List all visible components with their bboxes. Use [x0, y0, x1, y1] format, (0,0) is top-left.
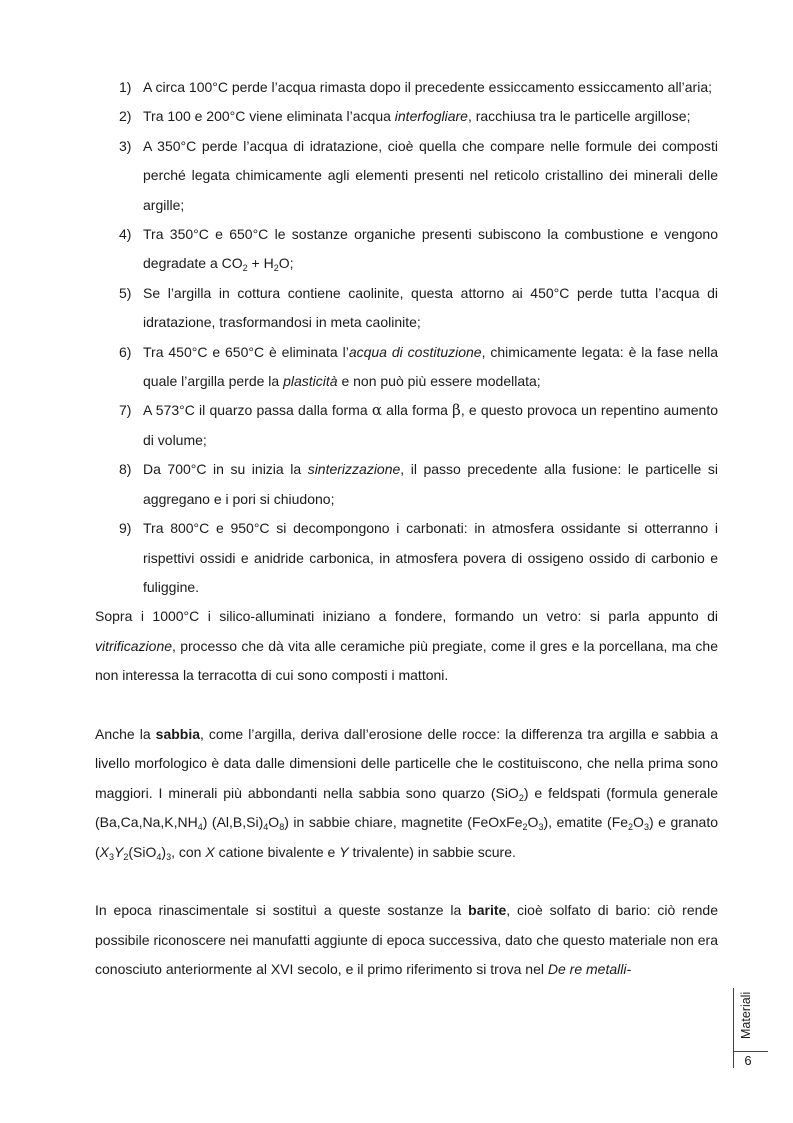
section-label: Materiali [739, 991, 753, 1039]
list-number: 1) [119, 79, 132, 95]
list-item: 3) A 350°C perde l’acqua di idratazione, cioè quella che compare nelle formule dei composti perché legata chimicamente agli elementi presenti nel reticolo cristallino dei minerali delle argille; [95, 132, 718, 220]
list-number: 5) [119, 284, 132, 301]
page-body [95, 73, 718, 985]
list-item: 7) A 573°C il quarzo passa dalla forma α alla forma β, e questo provoca un repentino aumento di volume; [95, 396, 718, 455]
beta-symbol: β [452, 401, 461, 420]
firing-stages-list [95, 73, 718, 602]
list-item: 2) Tra 100 e 200°C viene eliminata l’acqua interfogliare, racchiusa tra le particelle argillose; [95, 102, 718, 131]
page-number: 6 [744, 1053, 752, 1068]
list-item: 4) Tra 350°C e 650°C le sostanze organiche presenti subiscono la combustione e vengono degradate a $CO_2 + H_2O$; [95, 220, 718, 279]
list-number: 3) [119, 137, 132, 154]
list-item: 6) Tra 450°C e 650°C è eliminata l’acqua di costituzione, chimicamente legata: è la fase nella quale l’argilla perde la plasticità e non può più essere modellata; [95, 338, 718, 397]
list-item: 9) Tra 800°C e 950°C si decompongono i carbonati: in atmosfera ossidante si otterranno i rispettivi ossidi e anidride carbonica, in atmosfera povera di ossigeno ossido di carbonio e fuliggine. [95, 514, 718, 602]
barite-paragraph: In epoca rinascimentale si sostituì a queste sostanze la barite, cioè solfato di bario: ciò rende possibile riconoscere nei manufatti aggiunte di epoca successiva, dato che questo materiale non era conosciuto anteriormente al XVI secolo, e il primo riferimento si trova nel De re metalli- [95, 902, 718, 978]
alpha-symbol: α [371, 401, 382, 420]
footer-horizontal-rule [733, 1051, 768, 1052]
list-number: 6) [119, 343, 132, 360]
list-item: 1) A circa 100°C perde l’acqua rimasta dopo il precedente essiccamento essiccamento all’aria; [95, 73, 718, 102]
vitrification-paragraph: Sopra i 1000°C i silico-alluminati iniziano a fondere, formando un vetro: si parla appunto di vitrificazione, processo che dà vita alle ceramiche più pregiate, come il gres e la porcellana, ma che non interessa la terracotta di cui sono composti i mattoni. [95, 608, 718, 684]
list-item: 8) Da 700°C in su inizia la sinterizzazione, il passo precedente alla fusione: le particelle si aggregano e i pori si chiudono; [95, 455, 718, 514]
list-number: 8) [119, 461, 132, 478]
list-number: 2) [119, 108, 132, 125]
list-number: 9) [119, 520, 132, 537]
list-number: 7) [119, 402, 132, 419]
list-number: 4) [119, 226, 132, 243]
sand-paragraph: Anche la sabbia, come l’argilla, deriva dall’erosione delle rocce: la differenza tra argilla e sabbia a livello morfologico è data dalle dimensioni delle particelle che le costituiscono, che nella prima sono maggiori. I minerali più abbondanti nella sabbia sono quarzo (SiO$_2$) e feldspati (formula generale $(Ba,Ca,Na,K,NH_4)$ $(Al,B,Si)_4O_8$) in sabbie chiare, magnetite $(FeOxFe_2O_3)$, ematite $(Fe_2O_3)$ e granato ($X_3Y_2(SiO_4)_3$, con X catione bivalente e Y trivalente) in sabbie scure. [95, 725, 719, 862]
list-item: 5) Se l’argilla in cottura contiene caolinite, questa attorno ai 450°C perde tutta l’acqua di idratazione, trasformandosi in meta caolinite; [95, 279, 718, 338]
